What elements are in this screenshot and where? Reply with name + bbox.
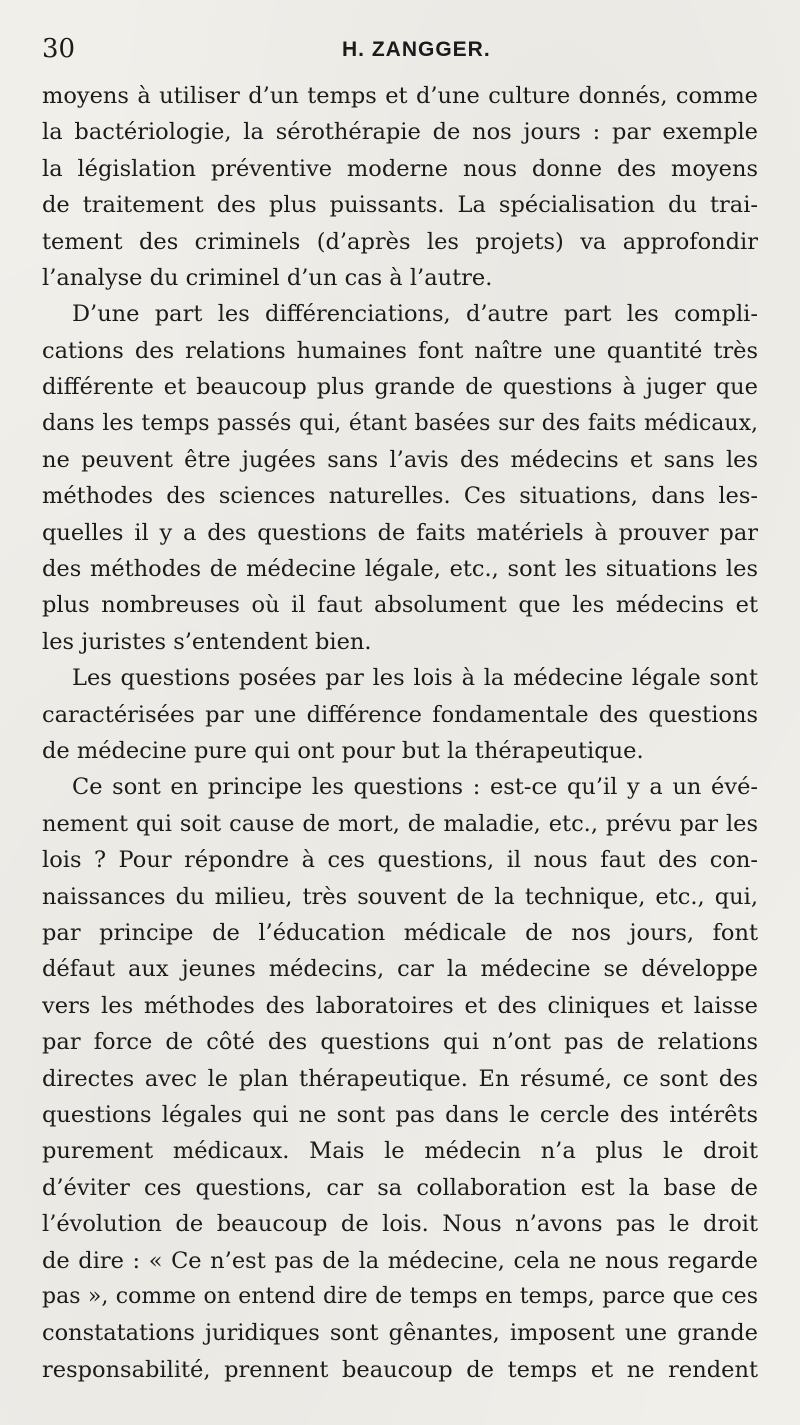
text-line: constatations juridiques sont gênantes, imposent une grande — [42, 1320, 758, 1347]
text-line: la législation préventive moderne nous donne des moyens — [42, 155, 758, 182]
page-header — [42, 34, 758, 68]
text-line: de dire : « Ce n’est pas de la médecine, cela ne nous regarde — [42, 1247, 758, 1274]
text-line: tement des criminels (d’après les projets) va approfondir — [42, 228, 758, 255]
text-line: naissances du milieu, très souvent de la technique, etc., qui, — [42, 883, 758, 910]
body-text — [42, 78, 758, 1388]
text-line: plus nombreuses où il faut absolument que les médecins et — [42, 592, 758, 619]
text-line: responsabilité, prennent beaucoup de temps et ne rendent — [42, 1356, 758, 1383]
text-line: de médecine pure qui ont pour but la thérapeutique. — [42, 738, 644, 765]
text-line: dans les temps passés qui, étant basées sur des faits médicaux, — [42, 410, 758, 436]
text-line: la bactériologie, la sérothérapie de nos jours : par exemple — [42, 119, 758, 146]
text-line: par force de côté des questions qui n’ont pas de relations — [42, 1029, 758, 1056]
text-line: directes avec le plan thérapeutique. En résumé, ce sont des — [42, 1065, 758, 1092]
text-line: quelles il y a des questions de faits matériels à prouver par — [42, 519, 758, 546]
text-line: lois ? Pour répondre à ces questions, il nous faut des con- — [42, 847, 758, 874]
text-line: de traitement des plus puissants. La spécialisation du trai- — [42, 192, 758, 219]
text-line: des méthodes de médecine légale, etc., sont les situations les — [42, 556, 758, 583]
text-line: l’analyse du criminel d’un cas à l’autre. — [42, 264, 493, 291]
text-line: moyens à utiliser d’un temps et d’une culture donnés, comme — [42, 83, 758, 109]
text-line: différente et beaucoup plus grande de questions à juger que — [42, 374, 758, 401]
text-line: vers les méthodes des laboratoires et des cliniques et laisse — [42, 992, 758, 1019]
text-line: les juristes s’entendent bien. — [42, 628, 372, 655]
text-line: d’éviter ces questions, car sa collaboration est la base de — [42, 1174, 758, 1201]
running-head: H. ZANGGER. — [342, 38, 491, 61]
text-line: ne peuvent être jugées sans l’avis des médecins et sans les — [42, 446, 758, 473]
text-line: caractérisées par une différence fondamentale des questions — [42, 701, 758, 728]
text-line: questions légales qui ne sont pas dans le cercle des intérêts — [42, 1101, 758, 1128]
text-line: défaut aux jeunes médecins, car la médecine se développe — [42, 956, 758, 983]
text-line: purement médicaux. Mais le médecin n’a plus le droit — [42, 1138, 758, 1165]
text-line: méthodes des sciences naturelles. Ces situations, dans les- — [42, 483, 758, 510]
text-line: D’une part les différenciations, d’autre part les compli- — [72, 301, 758, 328]
text-line: par principe de l’éducation médicale de nos jours, font — [42, 919, 758, 946]
text-line: l’évolution de beaucoup de lois. Nous n’avons pas le droit — [42, 1211, 758, 1238]
text-line: pas », comme on entend dire de temps en temps, parce que ces — [42, 1283, 758, 1309]
page-number: 30 — [42, 34, 76, 64]
text-line: Les questions posées par les lois à la médecine légale sont — [72, 665, 758, 692]
text-line: cations des relations humaines font naître une quantité très — [42, 337, 758, 364]
text-line: nement qui soit cause de mort, de maladie, etc., prévu par les — [42, 810, 758, 837]
text-line: Ce sont en principe les questions : est-ce qu’il y a un évé- — [72, 774, 758, 801]
